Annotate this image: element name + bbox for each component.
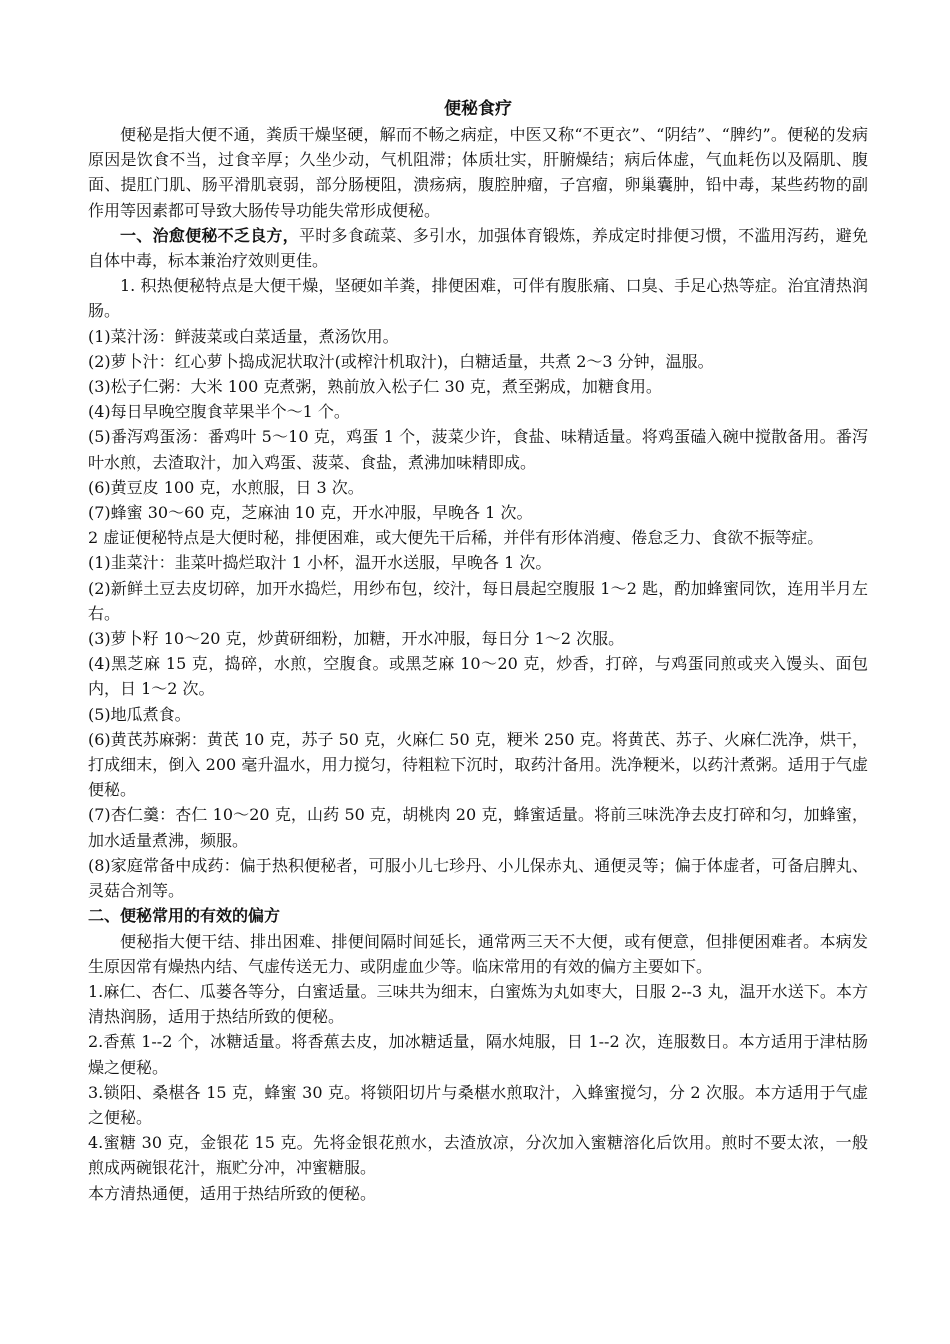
list-item: (6)黄芪苏麻粥：黄芪 10 克，苏子 50 克，火麻仁 50 克，粳米 250 克。将黄芪、苏子、火麻仁洗净，烘干，打成细末，倒入 200 毫升温水，用力搅匀，待粗粒下沉时，取药汁备用。洗净粳米，以药汁煮粥。适用于气虚便秘。 [88,729,868,800]
list-item: (6)黄豆皮 100 克，水煎服，日 3 次。 [88,477,364,497]
list-item: (8)家庭常备中成药：偏于热积便秘者，可服小儿七珍丹、小儿保赤丸、通便灵等；偏于体虚者，可备启脾丸、灵菇合剂等。 [88,855,868,901]
list-item: 3.锁阳、桑椹各 15 克，蜂蜜 30 克。将锁阳切片与桑椹水煎取汁，入蜂蜜搅匀，分 2 次服。本方适用于气虚之便秘。 [88,1082,868,1127]
list-item: (7)杏仁羹：杏仁 10～20 克，山药 50 克，胡桃肉 20 克，蜂蜜适量。将前三味洗净去皮打碎和匀，加蜂蜜，加水适量煮沸，频服。 [88,805,868,850]
document-title: 便秘食疗 [444,99,512,119]
list-item: 2.香蕉 1--2 个，冰糖适量。将香蕉去皮，加冰糖适量，隔水炖服，日 1--2 次，连服数日。本方适用于津枯肠燥之便秘。 [88,1032,868,1077]
list-item: (4)每日早晚空腹食苹果半个～1 个。 [88,402,350,422]
list-item: (2)新鲜土豆去皮切碎，加开水捣烂，用纱布包，绞汁，每日晨起空腹服 1～2 匙，酌加蜂蜜同饮，连用半月左右。 [88,578,868,623]
section1-paragraph [88,223,868,273]
list-item: (5)番泻鸡蛋汤：番鸡叶 5～10 克，鸡蛋 1 个，菠菜少许，食盐、味精适量。将鸡蛋磕入碗中搅散备用。番泻叶水煎，去渣取汁，加入鸡蛋、菠菜、食盐，煮沸加味精即成。 [88,427,868,472]
list-item: (1)菜汁汤：鲜菠菜或白菜适量，煮汤饮用。 [88,326,399,346]
section2-intro: 便秘指大便干结、排出困难、排便间隔时间延长，通常两三天不大便，或有便意，但排便困难者。本病发生原因常有燥热内结、气虚传送无力、或阴虚血少等。临床常用的有效的偏方主要如下。 [88,931,868,976]
list-item: (7)蜂蜜 30～60 克，芝麻油 10 克，开水冲服，早晚各 1 次。 [88,503,533,523]
section2-heading: 二、便秘常用的有效的偏方 [88,906,281,926]
list-item: (4)黑芝麻 15 克，捣碎，水煎，空腹食。或黑芝麻 10～20 克，炒香，打碎，与鸡蛋同煎或夹入馒头、面包内，日 1～2 次。 [88,654,868,699]
list-item: (3)萝卜籽 10～20 克，炒黄研细粉，加糖，开水冲服，每日分 1～2 次服。 [88,629,625,649]
list-item: (5)地瓜煮食。 [88,704,191,724]
section1-heading: 一、治愈便秘不乏良方， [120,225,299,245]
list-item: (1)韭菜汁：韭菜叶捣烂取汁 1 小杯，温开水送服，早晚各 1 次。 [88,553,552,573]
list-item: (3)松子仁粥：大米 100 克煮粥，熟前放入松子仁 30 克，煮至粥成，加糖食用。 [88,377,662,397]
intro-paragraph: 便秘是指大便不通，粪质干燥坚硬，解而不畅之病症，中医又称“不更衣”、“阴结”、“脾约”。便秘的发病原因是饮食不当，过食辛厚；久坐少动，气机阻滞；体质壮实，肝腑燥结；病后体虚，气血耗伤以及隔肌、腹面、提肛门肌、肠平滑肌衰弱，部分肠梗阻，溃疡病，腹腔肿瘤，子宫瘤，卵巢囊肿，铅中毒，某些药物的副作用等因素都可导致大肠传导功能失常形成便秘。 [88,125,868,220]
closing-paragraph: 本方清热通便，适用于热结所致的便秘。 [88,1183,377,1203]
list-item: 1.麻仁、杏仁、瓜蒌各等分，白蜜适量。三味共为细末，白蜜炼为丸如枣大，日服 2--3 丸，温开水送下。本方清热润肠，适用于热结所致的便秘。 [88,981,868,1027]
section1-text: 平时多食疏菜、多引水，加强体育锻炼，养成定时排便习惯，不滥用泻药，避免自体中毒，标本兼治疗效则更佳。 [88,225,868,271]
section1-subheading-2: 2 虚证便秘特点是大便时秘，排便困难，或大便先干后稀，并伴有形体消瘦、倦怠乏力、食欲不振等症。 [88,528,824,548]
document-page [88,96,868,1206]
list-item: 4.蜜糖 30 克，金银花 15 克。先将金银花煎水，去渣放凉，分次加入蜜糖溶化后饮用。煎时不要太浓，一般煎成两碗银花汁，瓶贮分冲，冲蜜糖服。 [88,1133,868,1178]
section1-subheading-1: 1. 积热便秘特点是大便干燥，坚硬如羊粪，排便困难，可伴有腹胀痛、口臭、手足心热等症。治宜清热润肠。 [88,276,868,321]
list-item: (2)萝卜汁：红心萝卜捣成泥状取汁(或榨汁机取汁)，白糖适量，共煮 2～3 分钟，温服。 [88,351,714,371]
